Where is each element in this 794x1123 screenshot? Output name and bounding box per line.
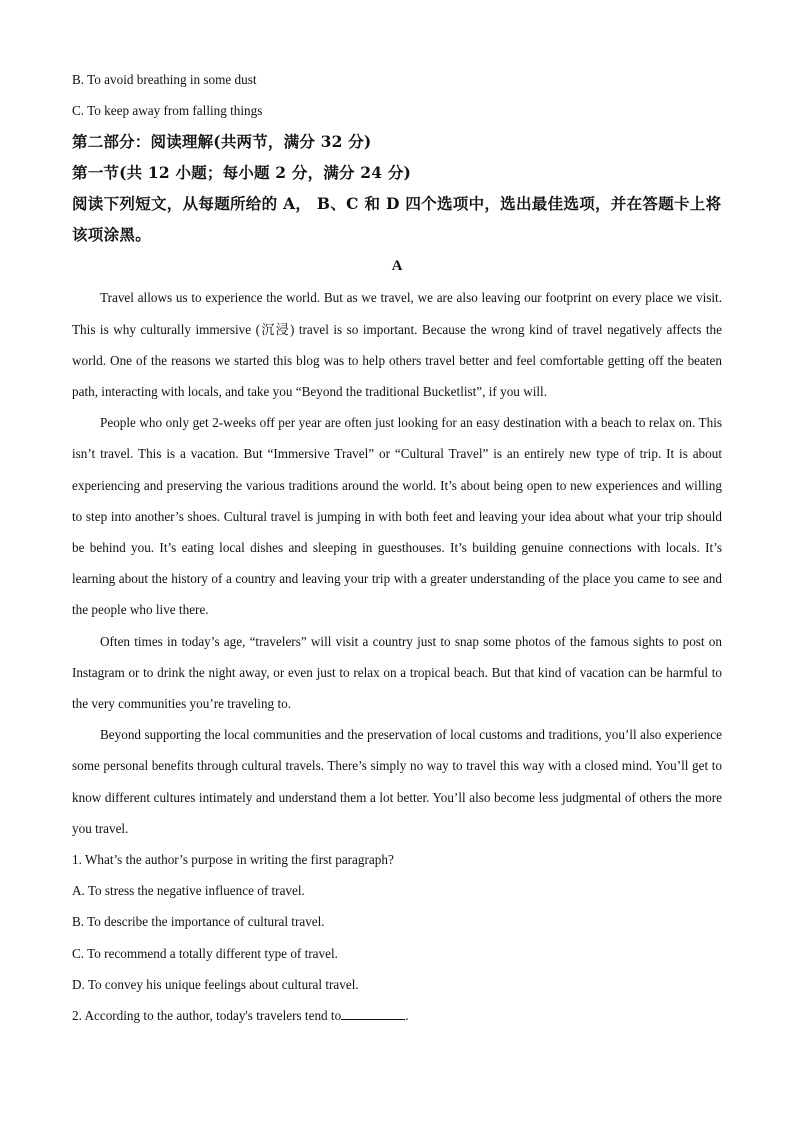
instructions: 阅读下列短文，从每题所给的 A， B、C 和 D 四个选项中，选出最佳选项，并在答题卡上将该项涂黑。 xyxy=(72,194,722,245)
passage-label: A xyxy=(391,258,403,275)
passage-paragraph-3: Often times in today’s age, “travelers” will visit a country just to snap some photos of the famous sights to post on Instagram or to drink the night away, or even just to relax on a tropical beach. But that kind of vacation can be harmful to the very communities you’re traveling to. xyxy=(72,633,722,712)
question-2 xyxy=(72,1000,722,1031)
question-1-option-a: A. To stress the negative influence of travel. xyxy=(72,883,305,899)
exam-page xyxy=(72,64,722,1031)
question-1-stem: 1. What’s the author’s purpose in writing the first paragraph? xyxy=(72,852,394,868)
question-1-option-c: C. To recommend a totally different type of travel. xyxy=(72,945,338,961)
answer-blank xyxy=(341,1007,405,1020)
option-c-prev: C. To keep away from falling things xyxy=(72,103,263,119)
passage-paragraph-2: People who only get 2-weeks off per year are often just looking for an easy destination with a beach to relax on. This isn’t travel. This is a vacation. But “Immersive Travel” or “Cultural Travel” is an entirely new type of trip. It is about experiencing and preserving the various traditions around the world. It’s about being open to new experiences and willing to step into another’s shoes. Cultural travel is jumping in with both feet and leaving your idea about what your trip should be behind you. It’s eating local dishes and sleeping in guesthouses. It’s building genuine connections with locals. It’s learning about the history of a country and leaving your trip with a greater understanding of the place you came to see and the people who live there. xyxy=(72,415,722,618)
option-b-prev: B. To avoid breathing in some dust xyxy=(72,72,257,87)
question-2-stem: 2. According to the author, today's travelers tend to xyxy=(72,1008,342,1024)
section-heading: 第一节(共 12 小题；每小题 2 分，满分 24 分) xyxy=(72,163,412,183)
passage-paragraph-1: Travel allows us to experience the world. But as we travel, we are also leaving our footprint on every place we visit. This is why culturally immersive (沉浸) travel is so important. Because the wrong kind of travel negatively affects the world. One of the reasons we started this blog was to help others travel better and feel comfortable getting off the beaten path, interacting with locals, and take you “Beyond the traditional Bucketlist”, if you will. xyxy=(72,290,722,399)
part-heading: 第二部分：阅读理解(共两节，满分 32 分) xyxy=(72,132,372,152)
question-1-option-b: B. To describe the importance of cultural travel. xyxy=(72,914,325,930)
passage-paragraph-4: Beyond supporting the local communities and the preservation of local customs and traditions, you’ll also experience some personal benefits through cultural travels. There’s simply no way to travel this way with a closed mind. You’ll get to know different cultures intimately and understand them a lot better. You’ll also become less judgmental of others the more you travel. xyxy=(72,727,722,836)
question-2-end: . xyxy=(405,1008,409,1024)
question-1-option-d: D. To convey his unique feelings about cultural travel. xyxy=(72,976,359,992)
